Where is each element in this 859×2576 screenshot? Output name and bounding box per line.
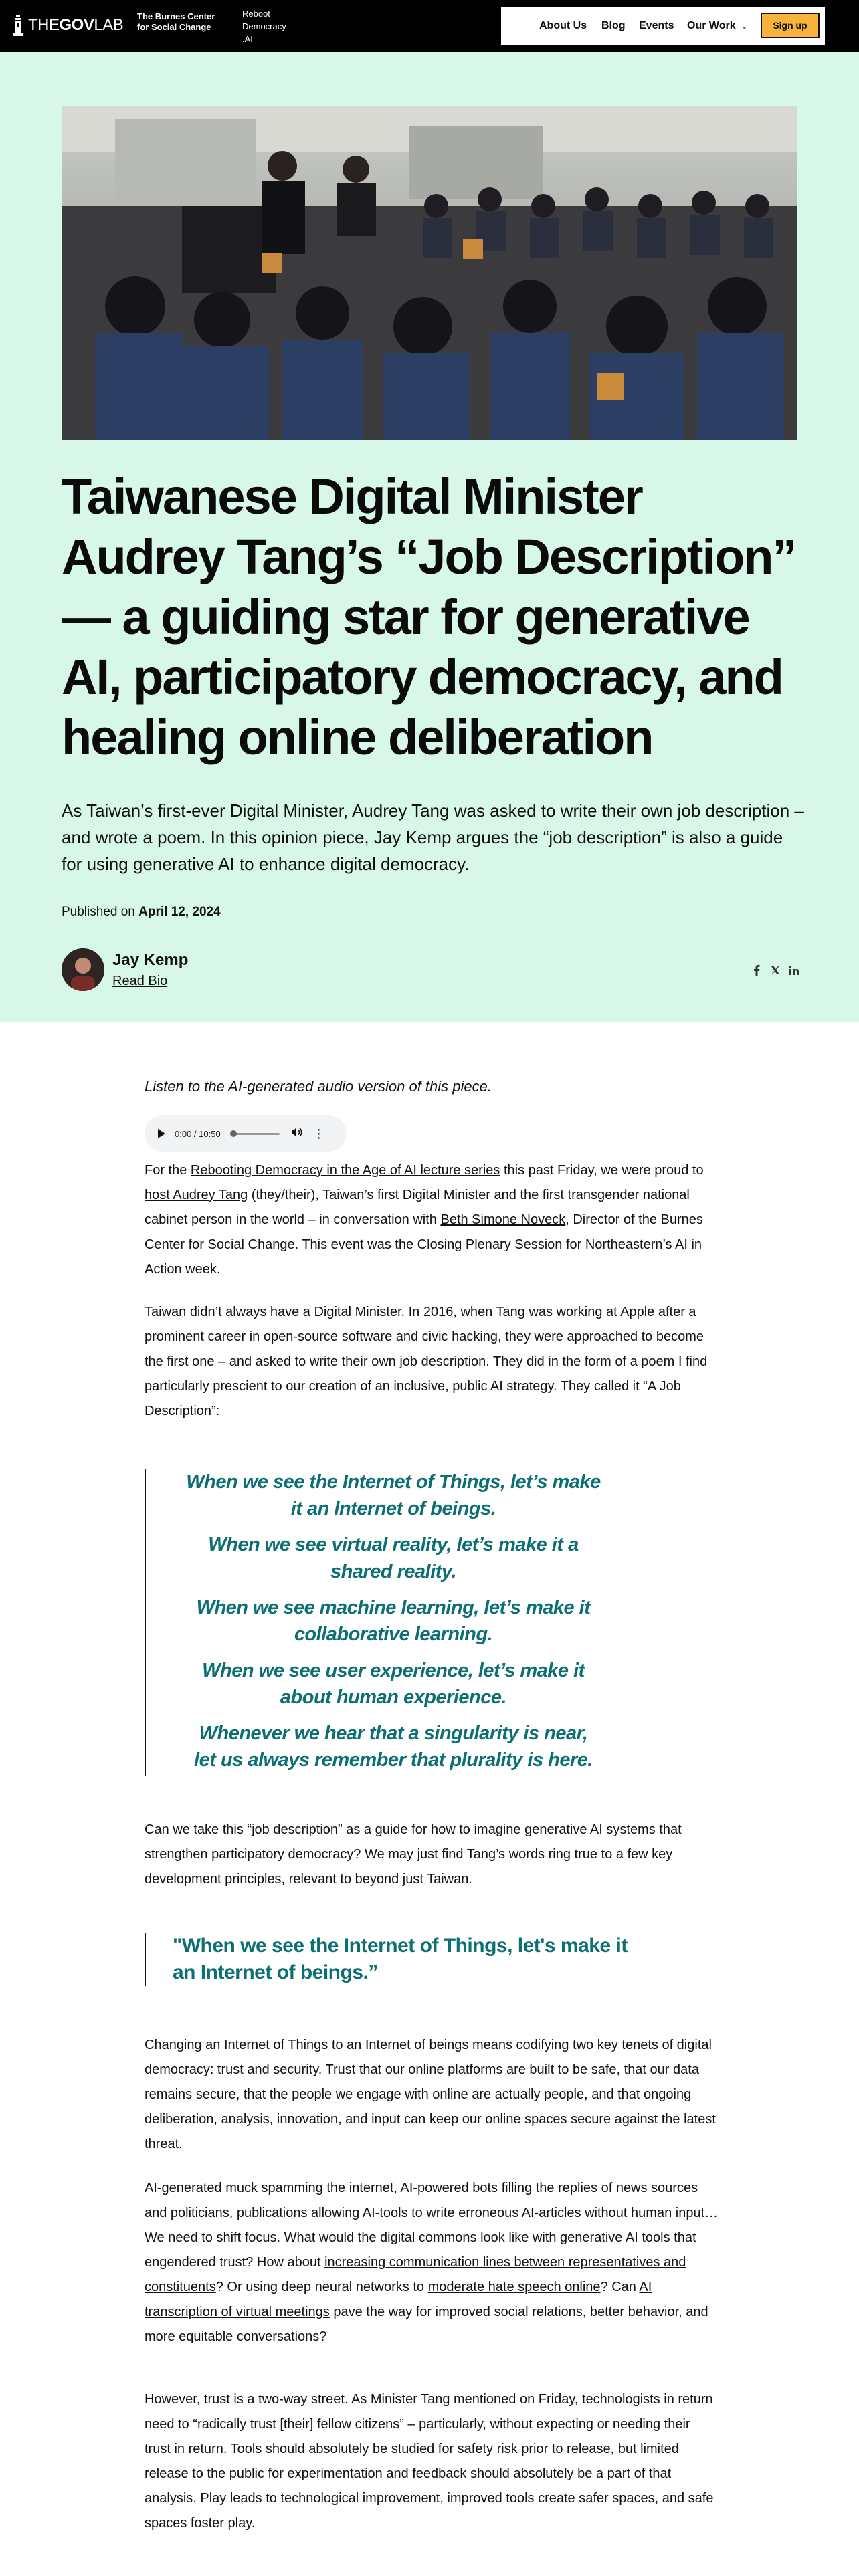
pull-quote-text: "When we see the Internet of Things, let's make it an Internet of beings.” bbox=[173, 1935, 628, 1983]
published-date: Published on April 12, 2024 bbox=[62, 905, 221, 919]
author-block bbox=[62, 948, 188, 991]
menu-our-work[interactable]: Our Work ⌄ bbox=[687, 20, 748, 31]
audio-player[interactable] bbox=[145, 1115, 347, 1152]
lecture-series-link[interactable]: Rebooting Democracy in the Age of AI lecture series bbox=[190, 1163, 500, 1178]
poem-quote bbox=[145, 1469, 720, 1776]
chevron-down-icon: ⌄ bbox=[741, 21, 748, 31]
article-title: Taiwanese Digital Minister Audrey Tang’s “Job Description” — a guiding star for generative AI, participatory democracy, and healing online deliberation bbox=[62, 469, 796, 765]
read-bio-link[interactable]: Read Bio bbox=[112, 973, 168, 988]
poem-line: When we see user experience, let’s make it about human experience. bbox=[202, 1660, 585, 1708]
menu-blog[interactable]: Blog bbox=[601, 20, 626, 31]
audio-progress-slider[interactable] bbox=[231, 1133, 280, 1135]
linkedin-icon[interactable] bbox=[789, 963, 799, 978]
beth-noveck-link[interactable]: Beth Simone Noveck bbox=[440, 1212, 566, 1227]
avatar bbox=[62, 948, 104, 991]
audio-intro-text: Listen to the AI-generated audio version of this piece. bbox=[145, 1078, 492, 1095]
govlab-wordmark: THEGOVLAB bbox=[28, 16, 124, 34]
menu-about-us[interactable]: About Us bbox=[539, 20, 587, 31]
poem-lines bbox=[186, 1469, 601, 1774]
top-navigation bbox=[0, 0, 859, 52]
govlab-logo[interactable] bbox=[12, 15, 123, 36]
paragraph-trust: Changing an Internet of Things to an Internet of beings means codifying two key tenets of digital democracy: trust and security. Trust that our online platforms are built to be safe, that our data remains secure, that the people we engage with online are actually people, and that ongoing deliberation, analysis, innovation, and input can keep our online spaces secure against the latest threat. bbox=[145, 2038, 716, 2151]
reboot-democracy-label[interactable]: Reboot Democracy .AI bbox=[242, 9, 286, 44]
hero-photo bbox=[62, 106, 797, 440]
poem-line: When we see the Internet of Things, let’s make it an Internet of beings. bbox=[186, 1471, 601, 1519]
author-name: Jay Kemp bbox=[112, 950, 189, 969]
audio-time: 0:00 / 10:50 bbox=[175, 1128, 221, 1139]
volume-icon[interactable] bbox=[292, 1128, 302, 1140]
govlab-tower-icon bbox=[12, 15, 24, 36]
article-subtitle: As Taiwan’s first-ever Digital Minister, Audrey Tang was asked to write their own job description – and wrote a poem. In this opinion piece, Jay Kemp argues the “job description” is also a guide for using generative AI to enhance digital democracy. bbox=[62, 800, 804, 874]
article-hero bbox=[0, 52, 859, 1022]
paragraph-intro: For the Rebooting Democracy in the Age of AI lecture series this past Friday, we were proud to host Audrey Tang (they/their), Taiwan’s first Digital Minister and the first transgender national cabinet person in the world – in conversation with Beth Simone Noveck, Director of the Burnes Center for Social Change. This event was the Closing Plenary Session for Northeastern’s AI in Action week. bbox=[145, 1163, 704, 1277]
paragraph-ai-muck: AI-generated muck spamming the internet, AI-powered bots filling the replies of news sources and politicians, publications allowing AI-tools to write erroneous AI-articles without human input… We need to shift focus. What would the digital commons look like with generative AI tools that engendered trust? How about increasing communication lines between representatives and constituents? Or using deep neural networks to moderate hate speech online? Can AI transcription of virtual meetings pave the way for improved social relations, better behavior, and more equitable conversations? bbox=[145, 2181, 719, 2344]
poem-line: Whenever we hear that a singularity is near, let us always remember that plurality is here. bbox=[194, 1723, 593, 1771]
more-options-icon[interactable]: ⋮ bbox=[312, 1126, 325, 1140]
twitter-icon[interactable] bbox=[771, 963, 780, 978]
signup-button[interactable]: Sign up bbox=[761, 13, 820, 38]
communication-lines-link[interactable]: increasing communication lines between representatives and constituents bbox=[145, 2255, 686, 2294]
ai-transcription-link[interactable]: AI transcription of virtual meetings bbox=[145, 2280, 652, 2319]
paragraph-minister: Taiwan didn’t always have a Digital Minister. In 2016, when Tang was working at Apple after a prominent career in open-source software and civic hacking, they were approached to become the first one – and asked to write their own job description. They did in the form of a poem I find particularly prescient to our creation of an inclusive, public AI strategy. They called it “A Job Description”: bbox=[145, 1305, 708, 1418]
pull-quote bbox=[145, 1933, 720, 1986]
poem-line: When we see machine learning, let’s make it collaborative learning. bbox=[196, 1597, 591, 1645]
play-icon[interactable] bbox=[158, 1129, 165, 1138]
paragraph-guide: Can we take this “job description” as a guide for how to imagine generative AI systems that strengthen participatory democracy? We may just find Tang’s words ring true to a few key development principles, relevant to beyond just Taiwan. bbox=[145, 1822, 682, 1887]
host-audrey-tang-link[interactable]: host Audrey Tang bbox=[145, 1188, 248, 1202]
burnes-center-label[interactable]: The Burnes Center for Social Change bbox=[137, 11, 215, 32]
menu-events[interactable]: Events bbox=[639, 20, 674, 31]
poem-line: When we see virtual reality, let’s make it a shared reality. bbox=[208, 1534, 579, 1582]
facebook-icon[interactable] bbox=[752, 963, 761, 978]
hate-speech-link[interactable]: moderate hate speech online bbox=[427, 2280, 601, 2294]
share-links bbox=[752, 963, 799, 978]
paragraph-two-way-street: However, trust is a two-way street. As Minister Tang mentioned on Friday, technologists in return need to “radically trust [their] fellow citizens” – particularly, without expecting or needing their trust in return. Tools should absolutely be studied for safety risk prior to release, but limited release to the public for experimentation and feedback should absolutely be a part of that analysis. Play leads to technological improvement, improved tools create safer spaces, and safe spaces foster play. bbox=[145, 2392, 714, 2531]
